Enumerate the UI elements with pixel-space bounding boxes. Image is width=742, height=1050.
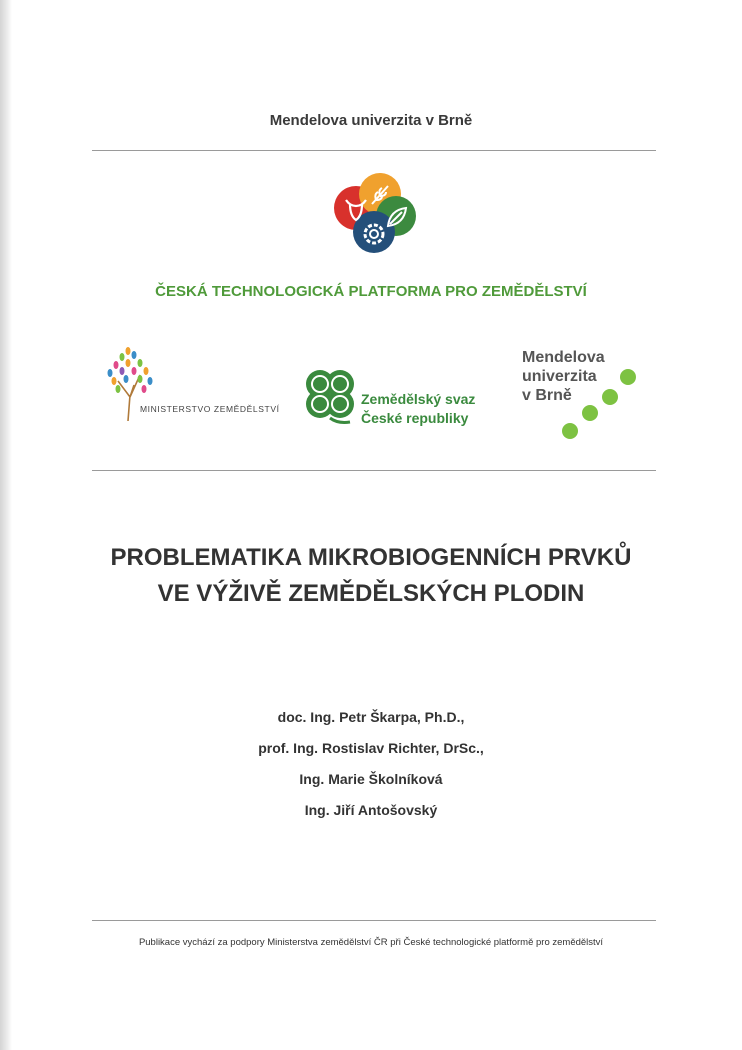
platform-circles-logo [326,170,422,260]
mendel-dots-icon [512,345,642,445]
title-line2: VE VÝŽIVĚ ZEMĚDĚLSKÝCH PLODIN [157,580,585,607]
author-list [0,702,742,826]
university-name: Mendelova univerzita v Brně [269,112,473,129]
clover-logo [300,364,362,428]
page-edge [0,0,12,1050]
mendel-line3: v Brně [522,387,572,404]
ministry-label: MINISTERSTVO ZEMĚDĚLSTVÍ [140,404,280,414]
farmers-union-line2: České republiky [361,410,469,426]
author-name: prof. Ing. Rostislav Richter, DrSc., [258,740,484,756]
middle-divider [92,470,656,471]
publication-note: Publikace vychází za podpory Ministerstva zemědělství ČR při České technologické platformě pro zemědělství [138,937,604,948]
mendel-line1: Mendelova [522,349,605,366]
farmers-union-line1: Zemědělský svaz [361,391,476,407]
document-title [0,540,742,612]
top-divider [92,150,656,151]
author-name: Ing. Marie Školníková [299,771,443,787]
farmers-union-name [361,390,475,428]
mendel-line2: univerzita [522,368,597,385]
title-line1: PROBLEMATIKA MIKROBIOGENNÍCH PRVKŮ [110,544,632,571]
platform-name: ČESKÁ TECHNOLOGICKÁ PLATFORMA PRO ZEMĚDĚLSTVÍ [155,283,587,300]
bottom-divider [92,920,656,921]
author-name: Ing. Jiří Antošovský [304,802,438,818]
author-name: doc. Ing. Petr Škarpa, Ph.D., [277,709,465,725]
